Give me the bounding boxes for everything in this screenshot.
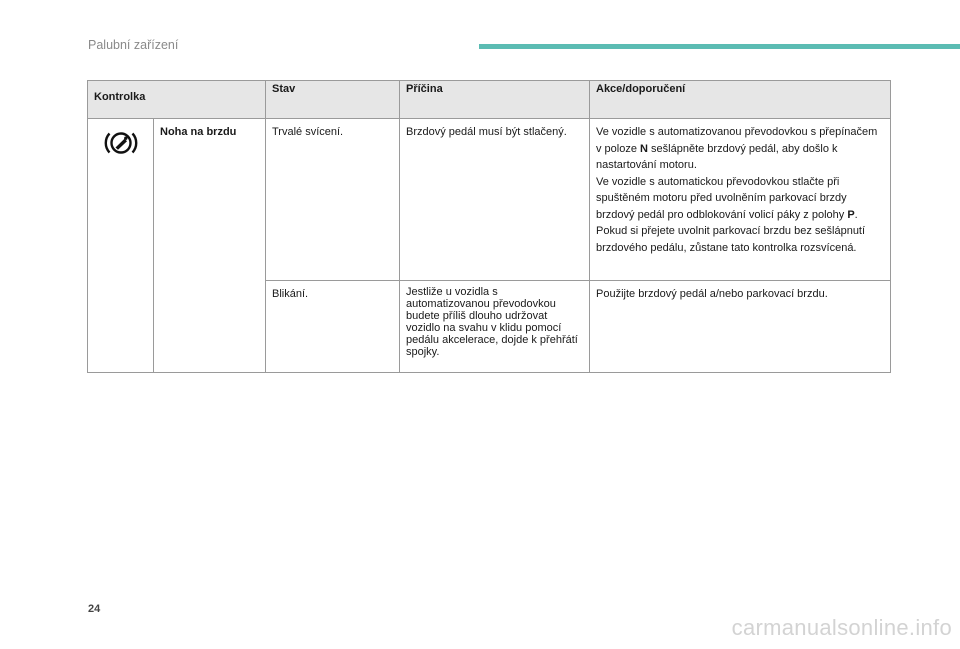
page-number: 24	[88, 603, 101, 615]
action-cell: Použijte brzdový pedál a/nebo parkovací brzdu.	[590, 281, 891, 373]
foot-on-brake-icon	[103, 129, 139, 157]
action-cell	[590, 119, 891, 281]
warning-light-table	[87, 80, 891, 373]
section-title: Palubní zařízení	[88, 38, 179, 52]
column-header-pricina: Příčina	[400, 81, 590, 119]
state-cell: Trvalé svícení.	[266, 119, 400, 281]
cause-cell: Brzdový pedál musí být stlačený.	[400, 119, 590, 281]
table-row	[88, 119, 891, 281]
column-header-akce: Akce/doporučení	[590, 81, 891, 119]
indicator-name: Noha na brzdu	[154, 119, 266, 373]
watermark: carmanualsonline.info	[731, 615, 952, 640]
column-header-stav: Stav	[266, 81, 400, 119]
table-header-row	[88, 81, 891, 119]
indicator-icon-cell	[88, 119, 154, 373]
gear-position-p: P	[847, 208, 855, 221]
gear-position-n: N	[640, 142, 648, 155]
cause-cell: Jestliže u vozidla s automatizovanou převodovkou budete příliš dlouho udržovat vozidlo na svahu v klidu pomocí pedálu akcelerace, dojde k přehřátí spojky.	[400, 281, 590, 373]
state-cell: Blikání.	[266, 281, 400, 373]
action-text: sešlápněte brzdový pedál, aby došlo k nastartování motoru. Ve vozidle s automatickou převodovkou stlačte při spuštěném motoru před uvolněním parkovací brzdy brzdový pedál pro odblokování volicí páky z polohy	[596, 142, 847, 221]
action-text: . Pokud si přejete uvolnit parkovací brzdu bez sešlápnutí brzdového pedálu, zůstane tato kontrolka rozsvícená.	[596, 208, 866, 254]
header-accent-bar	[479, 44, 960, 49]
action-text: Ve vozidle s automatizovanou převodovkou s přepínačem v poloze	[596, 126, 878, 155]
column-header-kontrolka: Kontrolka	[88, 81, 266, 119]
